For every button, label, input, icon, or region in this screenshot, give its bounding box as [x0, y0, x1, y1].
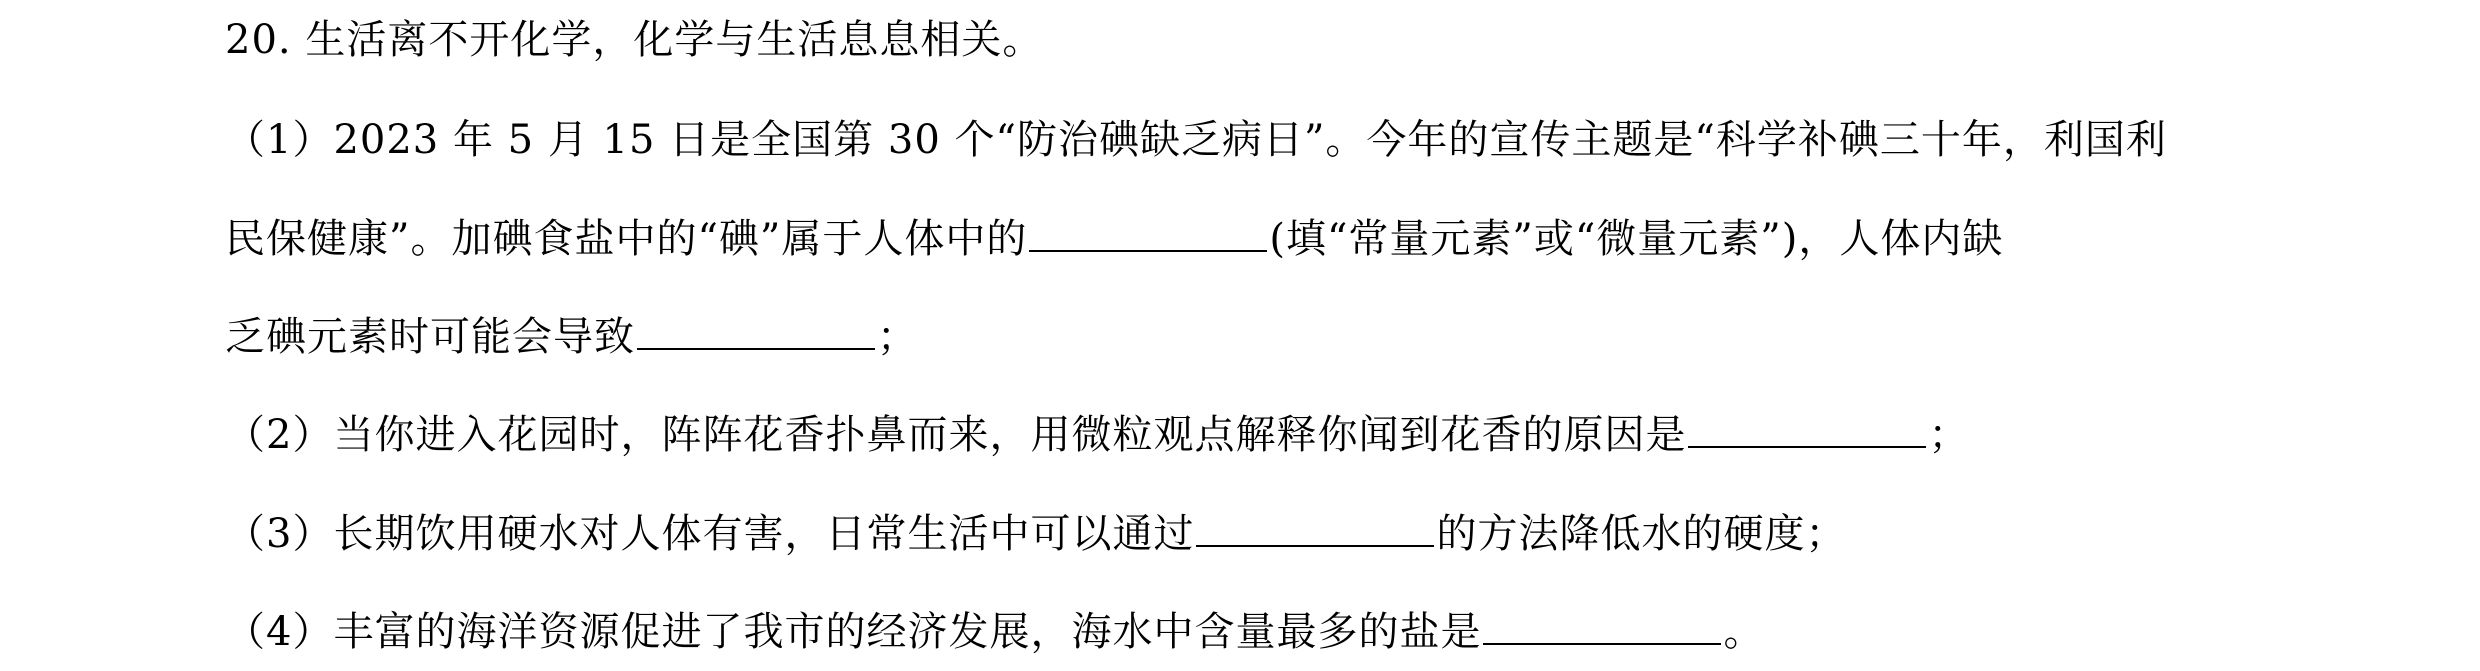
question-title — [225, 12, 1043, 68]
part4-after: 。 — [1723, 609, 1765, 655]
part2-after: ； — [1928, 412, 1970, 458]
part4-line — [225, 603, 1764, 660]
part3-after: 的方法降低水的硬度； — [1436, 511, 1847, 557]
part1-line1 — [225, 112, 2167, 168]
answer-blank-iodine-deficiency[interactable] — [637, 308, 875, 350]
part1-line2 — [225, 210, 2003, 267]
answer-blank-seawater-salt[interactable] — [1483, 603, 1721, 645]
question-title-text: 20. 生活离不开化学，化学与生活息息相关。 — [225, 17, 1044, 63]
answer-blank-flower-scent[interactable] — [1688, 406, 1926, 448]
part2-before: （2）当你进入花园时，阵阵花香扑鼻而来，用微粒观点解释你闻到花香的原因是 — [225, 412, 1687, 458]
part4-before: （4）丰富的海洋资源促进了我市的经济发展，海水中含量最多的盐是 — [225, 609, 1482, 655]
part1-line3-after: ； — [877, 314, 918, 360]
part1-line2-before: 民保健康”。加碘食盐中的“碘”属于人体中的 — [225, 216, 1028, 262]
part1-line1-text: （1）2023 年 5 月 15 日是全国第 30 个“防治碘缺乏病日”。今年的宣传主题是“科学补碘三十年，利国利 — [225, 117, 2167, 163]
answer-blank-iodine-type[interactable] — [1029, 210, 1267, 252]
answer-blank-hard-water-method[interactable] — [1196, 505, 1434, 547]
part1-line3 — [225, 308, 918, 365]
part3-line — [225, 505, 1846, 562]
part1-line3-before: 乏碘元素时可能会导致 — [225, 314, 635, 360]
part2-line — [225, 406, 1969, 463]
part3-before: （3）长期饮用硬水对人体有害，日常生活中可以通过 — [225, 511, 1195, 557]
part1-line2-after: (填“常量元素”或“微量元素”)，人体内缺 — [1269, 216, 2004, 262]
